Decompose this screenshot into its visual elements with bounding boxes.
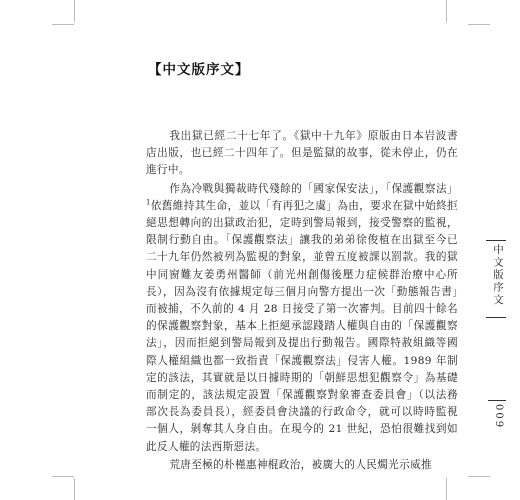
section-heading: 【中文版序文】 bbox=[148, 62, 250, 78]
crop-mark-bottom-left-h bbox=[52, 476, 74, 477]
paragraph-1: 我出獄已經二十七年了。《獄中十九年》原版由日本岩波書店出版，也已經二十四年了。但是監獄的故事，從未停止，仍在進行中。 bbox=[146, 130, 458, 177]
crop-mark-bottom-right bbox=[446, 478, 447, 500]
paragraph-2-part-b: 依舊維持其生命，並以「有再犯之虞」為由，要求在獄中始終拒絕思想轉向的出獄政治犯，定時到警局報到，接受警察的監視，限制行動自由。「保護觀察法」讓我的弟弟徐俊植在出獄至今已二十九年仍然被列為監視的對象，並曾五度被課以罰款。我的獄中同窗難友姜勇州醫師（前光州創傷後壓力症候群治療中心所長），因為沒有依據規定每三個月向警方提出一次「動態報告書」而被捕，不久前的 4 月 28 日接受了第一次審判。目前四十餘名的保護觀察對象，基本上拒絕承認踐踏人權與自由的「保護觀察法」，因而拒絕到警局報到及提出行動報告。國際特赦組織等國際人權組織也都一致指責「保護觀察法」侵害人權。1989 年制定的該法，其實就是以日據時期的「朝鮮思想犯觀察令」為基礎而制定的，該法規定設置「保護觀察對象審查委員會」（以法務部次長為委員長），經委員會決議的行政命令，就可以時時監視一個人，剝奪其人身自由。在現今的 21 世紀，恐怕很難找到如此反人權的法西斯惡法。 bbox=[146, 199, 458, 453]
paragraph-2 bbox=[146, 181, 458, 456]
footnote-marker: 1 bbox=[146, 198, 151, 207]
paragraph-3: 荒唐至極的朴槿惠神棍政治，被廣大的人民燭光示威推 bbox=[169, 458, 432, 471]
running-head: 中文版序文 bbox=[492, 244, 504, 307]
crop-mark-top-right-h bbox=[468, 24, 490, 25]
crop-mark-top-right bbox=[446, 0, 447, 22]
paragraph-2-part-a: 作為冷戰與獨裁時代殘餘的「國家保安法」，「保護觀察法」 bbox=[169, 182, 458, 195]
page-number: 009 bbox=[493, 404, 504, 430]
page-number-rule bbox=[488, 400, 506, 401]
crop-mark-bottom-right-h bbox=[468, 476, 490, 477]
crop-mark-bottom-left bbox=[74, 478, 75, 500]
body-text bbox=[146, 128, 458, 475]
crop-mark-top-left-h bbox=[52, 24, 74, 25]
crop-mark-top-left bbox=[74, 0, 75, 22]
